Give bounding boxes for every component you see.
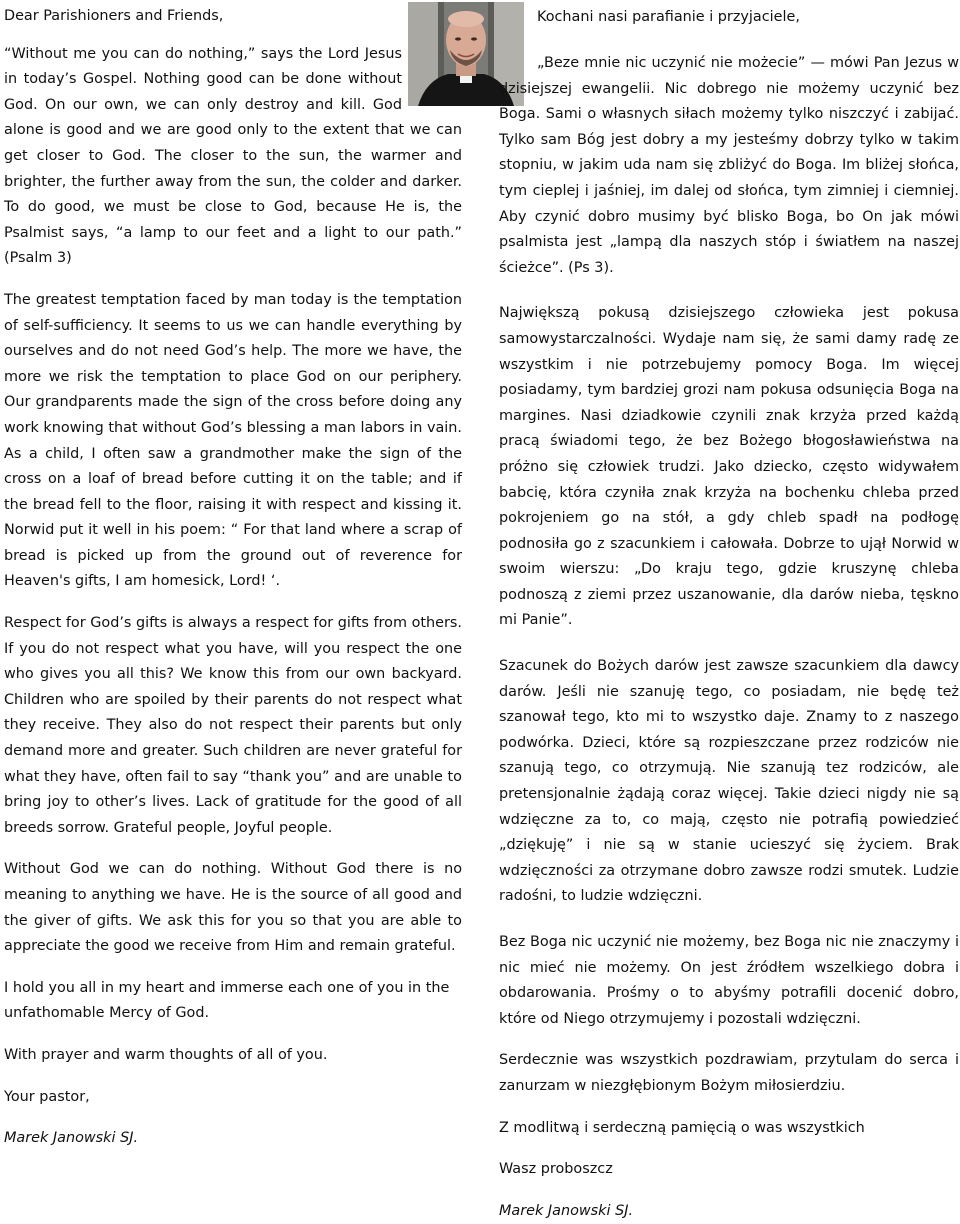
- spacer: [4, 1027, 462, 1043]
- polish-paragraph-6: Z modlitwą i serdeczną pamięcią o was wszystkich: [499, 1119, 865, 1136]
- spacer: [499, 1141, 959, 1157]
- spacer: [499, 634, 959, 654]
- spacer: [499, 910, 959, 930]
- english-paragraph-2: The greatest temptation faced by man today is the temptation of self-sufficiency. It seems to us we can handle everything by ourselves and do not need God’s help. The more we have, the more we risk the temptation to place God on our periphery. Our grandparents made the sign of the cross before doing any work knowing that without God’s blessing a man labors in vain. As a child, I often saw a grandmother make the sign of the cross on a loaf of bread before cutting it on the table; and if the bread fell to the floor, raising it with respect and kissing it. Norwid put it well in his poem: “ For that land where a scrap of bread is picked up from the ground out of reverence for Heaven's gifts, I am homesick, Lord! ‘.: [4, 291, 462, 590]
- english-column: [4, 0, 462, 1152]
- spacer: [4, 30, 462, 42]
- polish-signature: Marek Janowski SJ.: [499, 1202, 634, 1219]
- spacer: [4, 841, 462, 857]
- spacer: [4, 1110, 462, 1126]
- photo-wrap-space: [402, 42, 462, 96]
- polish-column: [499, 51, 959, 1224]
- english-paragraph-1-wrap: [4, 42, 462, 272]
- polish-paragraph-7: Wasz proboszcz: [499, 1161, 613, 1178]
- polish-paragraph-4: Bez Boga nic uczynić nie możemy, bez Boga nic nie znaczymy i nic mieć nie możemy. On jest źródłem wszelkiego dobra i obdarowania. Prośmy o to abyśmy potrafili docenić dobro, które od Niego otrzymujemy i pozostali wdzięczni.: [499, 934, 959, 1027]
- polish-paragraph-1: „Beze mnie nic uczynić nie możecie” — mówi Pan Jezus w dzisiejszej ewangelii. Nic dobrego nie możemy uczynić bez Boga. Sami o własnych siłach możemy tylko niszczyć i zabijać. Tylko sam Bóg jest dobry a my jesteśmy dobrzy tylko w takim stopniu, w jakim uda nam się zbliżyć do Boga. Im bliżej słońca, tym cieplej i jaśniej, im dalej od słońca, tym zimniej i ciemniej. Aby czynić dobro musimy być blisko Boga, bo On jak mówi psalmista jest „lampą dla naszych stóp i światłem na naszej ścieżce”. (Ps 3).: [499, 55, 959, 276]
- english-paragraph-7: Your pastor,: [4, 1088, 90, 1105]
- english-paragraph-1: “Without me you can do nothing,” says the Lord Jesus in today’s Gospel. Nothing good can be done without God. On our own, we can only destroy and kill. God alone is good and we are good only to the extent that we can get closer to God. The closer to the sun, the warmer and brighter, the further away from the sun, the colder and darker. To do good, we must be close to God, because He is, the Psalmist says, “a lamp to our feet and a light to our path.” (Psalm 3): [4, 45, 462, 267]
- spacer: [499, 1183, 959, 1199]
- english-paragraph-4: Without God we can do nothing. Without God there is no meaning to anything we have. He is the source of all good and the giver of gifts. We ask this for you so that you are able to appreciate the good we receive from Him and remain grateful.: [4, 861, 462, 955]
- spacer: [4, 272, 462, 288]
- polish-paragraph-3: Szacunek do Bożych darów jest zawsze szacunkiem dla dawcy darów. Jeśli nie szanuję tego, co posiadam, nie będę też szanował tego, kto mi to wszystko daje. Znamy to z naszego podwórka. Dzieci, które są rozpieszczane przez rodziców nie szanują tego, co otrzymują. Nie szanują tez rodziców, ale pretensjonalnie żądają coraz więcej. Takie dzieci nigdy nie są wdzięczne za to, co mają, często nie potrafią powiedzieć „dziękuję” i nie są w stanie ucieszyć się życiem. Brak wdzięczności za otrzymane dobro zawsze rodzi smutek. Ludzie radośni, to ludzie wdzięczni.: [499, 658, 959, 905]
- spacer: [499, 281, 959, 301]
- english-paragraph-5: I hold you all in my heart and immerse each one of you in the unfathomable Mercy of God.: [4, 979, 450, 1022]
- spacer: [4, 960, 462, 976]
- english-greeting: Dear Parishioners and Friends,: [4, 8, 224, 24]
- english-paragraph-3: Respect for God’s gifts is always a respect for gifts from others. If you do not respect what you have, will you respect the one who gives you all this? We know this from our own backyard. Children who are spoiled by their parents do not respect what they receive. They also do not respect their parents but only demand more and greater. Such children are never grateful for what they have, often fail to say “thank you” and are unable to bring joy to other’s lives. Lack of gratitude for the good of all breeds sorrow. Grateful people, Joyful people.: [4, 615, 462, 836]
- spacer: [4, 1069, 462, 1085]
- polish-greeting: Kochani nasi parafianie i przyjaciele,: [537, 9, 800, 25]
- spacer: [4, 595, 462, 611]
- english-signature: Marek Janowski SJ.: [4, 1130, 139, 1147]
- english-paragraph-6: With prayer and warm thoughts of all of you.: [4, 1046, 328, 1063]
- spacer: [499, 1032, 959, 1048]
- spacer: [499, 1100, 959, 1116]
- polish-paragraph-2: Największą pokusą dzisiejszego człowieka jest pokusa samowystarczalności. Wydaje nam się, że sami damy radę ze wszystkim i nie potrzebujemy pomocy Boga. Im więcej posiadamy, tym bardziej grozi nam pokusa odsunięcia Boga na margines. Nasi dziadkowie czynili znak krzyża przed każdą pracą świadomi tego, że bez Bożego błogosławieństwa na próżno się człowiek trudzi. Jako dziecko, często widywałem babcię, która czyniła znak krzyża na bochenku chleba przed pokrojeniem go na stół, a gdy chleb spadł na podłogę podnosiła go z szacunkiem i całowała. Dobrze to ujął Norwid w swoim wierszu: „Do kraju tego, gdzie kruszynę chleba podnoszą z ziemi przez uszanowanie, dla darów nieba, tęskno mi Panie”.: [499, 305, 959, 629]
- polish-paragraph-5: Serdecznie was wszystkich pozdrawiam, przytulam do serca i zanurzam w niezgłębionym Bożym miłosierdziu.: [499, 1052, 959, 1094]
